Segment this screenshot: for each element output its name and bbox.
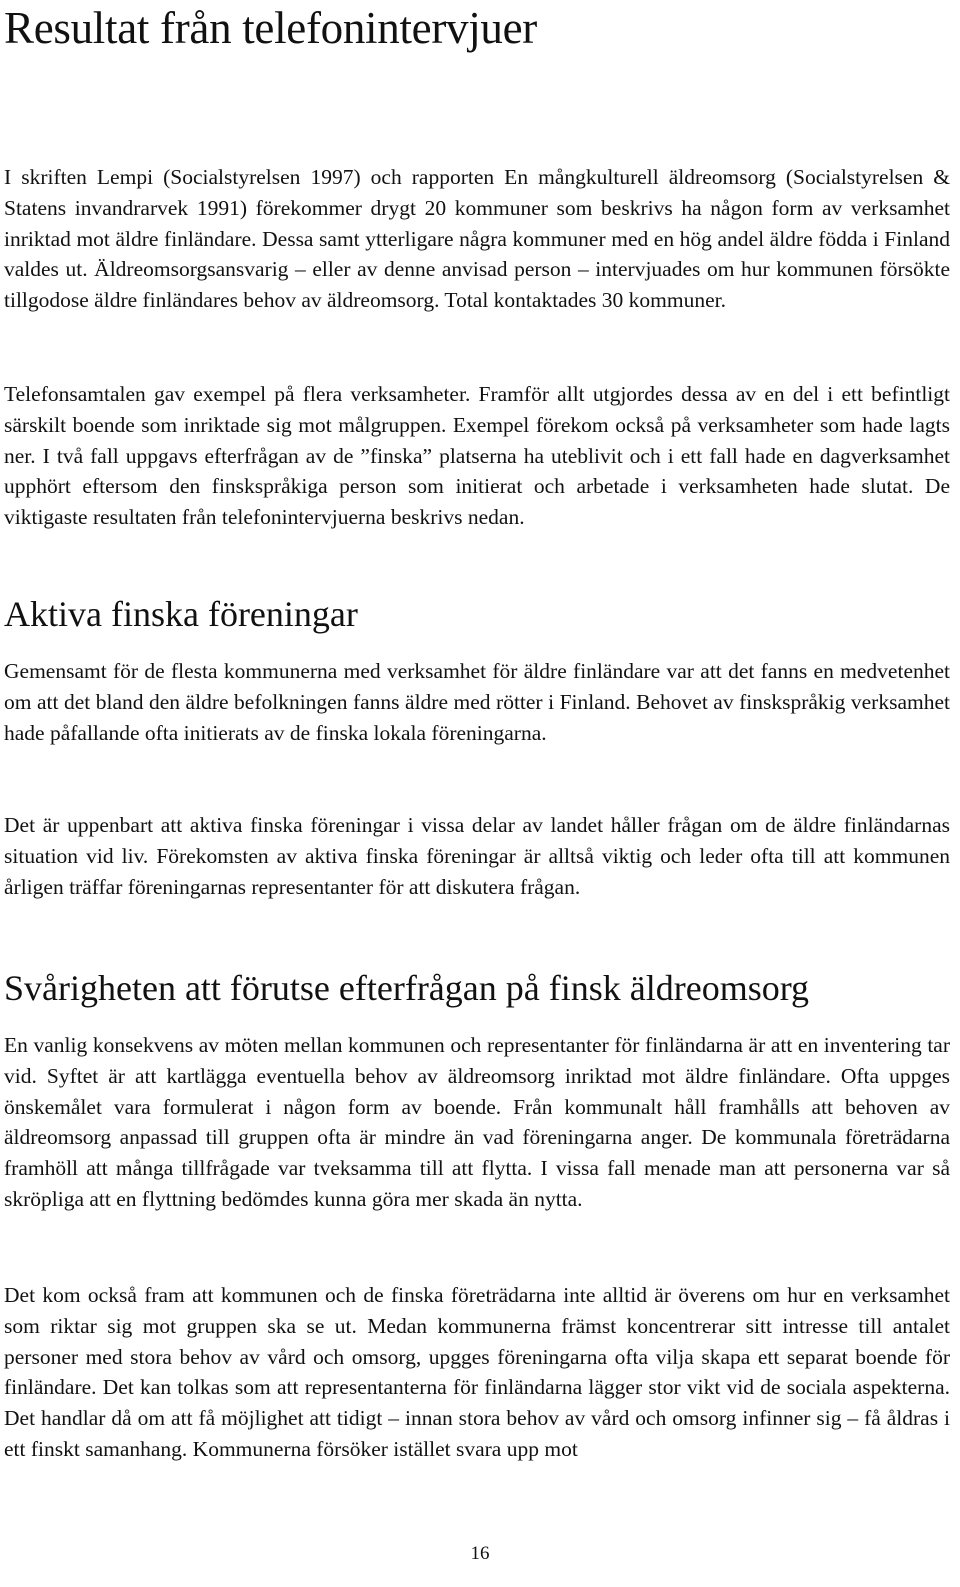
section-heading-svarigheten: Svårigheten att förutse efterfrågan på finsk äldreomsorg <box>4 968 810 1008</box>
page-title: Resultat från telefonintervjuer <box>4 3 537 53</box>
aktiva-paragraph-2: Det är uppenbart att aktiva finska föreningar i vissa delar av landet håller frågan om de äldre finländarnas situation vid liv. Förekomsten av aktiva finska föreningar är alltså viktig och leder ofta till att kommunen årligen träffar föreningarnas representanter för att diskutera frågan. <box>4 813 950 899</box>
aktiva-paragraph-1: Gemensamt för de flesta kommunerna med verksamhet för äldre finländare var att det fanns en medvetenhet om att det bland den äldre befolkningen fanns äldre med rötter i Finland. Behovet av finskspråkig verksamhet hade påfallande ofta initierats av de finska lokala föreningarna. <box>4 659 950 745</box>
svarigheten-paragraph-2: Det kom också fram att kommunen och de finska företrädarna inte alltid är överens om hur en verksamhet som riktar sig mot gruppen ska se ut. Medan kommunerna främst koncentrerar sitt intresse till antalet personer med stora behov av vård och omsorg, upgges föreningarna ofta vilja skapa ett separat boende för finländare. Det kan tolkas som att representanterna för finländarna lägger stor vikt vid de sociala aspekterna. Det handlar då om att få möjlighet att tidigt – innan stora behov av vård och omsorg infinner sig – få åldras i ett finskt samanhang. Kommunerna försöker istället svara upp mot <box>4 1283 950 1461</box>
svarigheten-paragraph-1: En vanlig konsekvens av möten mellan kommunen och representanter för finländarna är att en inventering tar vid. Syftet är att kartlägga eventuella behov av äldreomsorg inriktad mot äldre finländare. Ofta uppges önskemålet vara formulerat i någon form av boende. Från kommunalt håll framhålls att behoven av äldreomsorg anpassad till gruppen ofta är mindre än vad föreningarna anger. De kommunala företrädarna framhöll att många tillfrågade var tveksamma till att flytta. I vissa fall menade man att personerna var så skröpliga att en flyttning bedömdes kunna göra mer skada än nytta. <box>4 1033 950 1211</box>
telephone-results-paragraph: Telefonsamtalen gav exempel på flera verksamheter. Framför allt utgjordes dessa av en del i ett befintligt särskilt boende som inriktade sig mot målgruppen. Exempel förekom också på verksamheter som hade lagts ner. I två fall uppgavs efterfrågan av de ”finska” platserna ha uteblivit och i ett fall hade en dagverksamhet upphört eftersom den finskspråkiga person som initierat och arbetade i verksamheten hade slutat. De viktigaste resultaten från telefonintervjuerna beskrivs nedan. <box>4 382 950 530</box>
page-number: 16 <box>470 1543 490 1564</box>
intro-paragraph: I skriften Lempi (Socialstyrelsen 1997) och rapporten En mångkulturell äldreomsorg (Socialstyrelsen & Statens invandrarvek 1991) förekommer drygt 20 kommuner som beskrivs ha någon form av verksamhet inriktad mot äldre finländare. Dessa samt ytterligare några kommuner med en hög andel äldre födda i Finland valdes ut. Äldreomsorgsansvarig – eller av denne anvisad person – intervjuades om hur kommunen försökte tillgodose äldre finländares behov av äldreomsorg. Total kontaktades 30 kommuner. <box>4 165 950 313</box>
section-heading-aktiva-finska-foreningar: Aktiva finska föreningar <box>4 594 358 634</box>
